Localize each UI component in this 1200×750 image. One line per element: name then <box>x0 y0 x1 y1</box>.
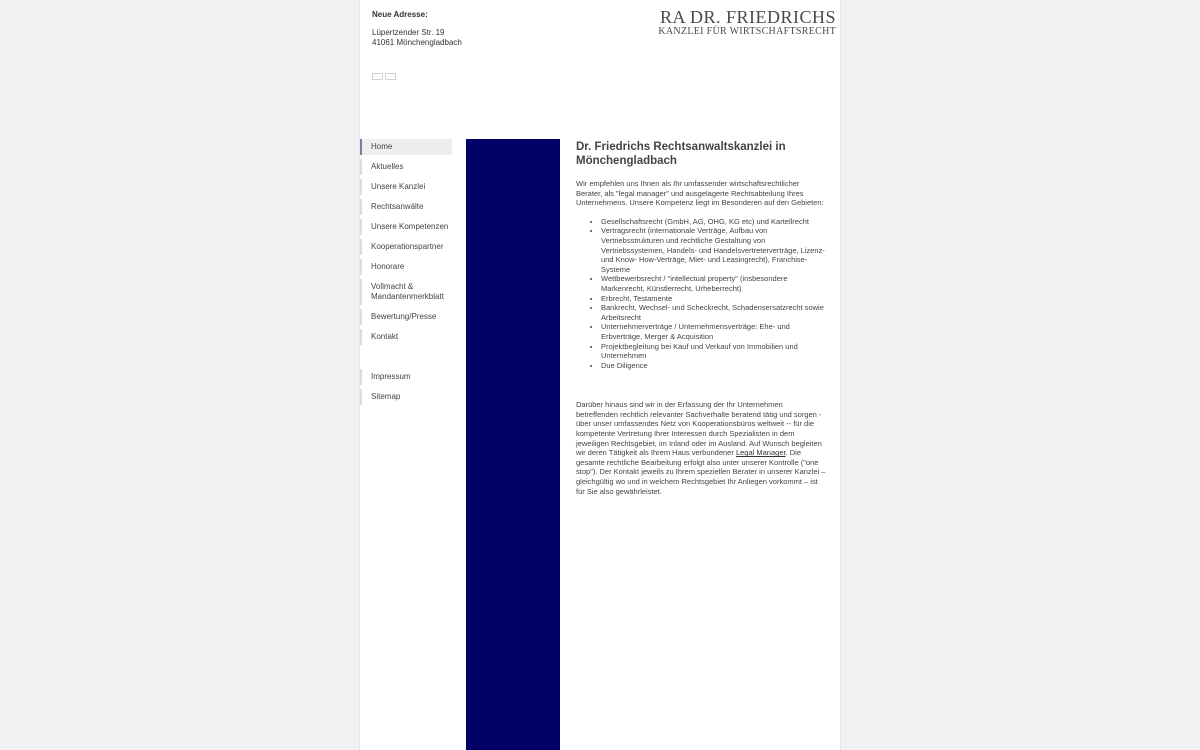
nav-spacer <box>360 349 452 369</box>
nav-item-home[interactable]: Home <box>360 139 452 155</box>
flag-icon[interactable] <box>372 73 383 80</box>
nav-item-bewertung-presse[interactable]: Bewertung/Presse <box>360 309 452 325</box>
flag-icon[interactable] <box>385 73 396 80</box>
list-item: • Due Diligence <box>601 361 826 371</box>
main-content <box>576 140 826 505</box>
address-city: 41061 Mönchengladbach <box>372 38 462 47</box>
address-street: Lüpertzender Str. 19 <box>372 28 445 37</box>
nav-item-kontakt[interactable]: Kontakt <box>360 329 452 345</box>
page-title: Dr. Friedrichs Rechtsanwaltskanzlei in Mönchengladbach <box>576 141 786 167</box>
paragraph-text: . Die gesamte rechtliche Bearbeitung erfolgt also unter unserer Kontrolle ("one stop"). Der Kontakt jeweils zu Ihrem speziellen Berater in unserer Kanzlei – gleichgültig wo und in welchem Rechtsgebiet Ihr Anliegen vorkommt – ist für Sie also gewährleistet. <box>576 448 826 496</box>
list-item: • Unternehmerverträge / Unternehmensverträge: Ehe- und Erbverträge, Merger & Acquisition <box>601 322 826 341</box>
paragraph-text: Darüber hinaus sind wir in der Erfassung der Ihr Unternehmen betreffenden rechtlich relevanter Sachverhalte beratend tätig und sorgen - über unser umfassendes Netz von Kooperationsbüros weltweit -- für die kompetente Vertretung Ihrer Interessen durch Spezialisten in dem jeweiligen Rechtsgebiet, im Inland oder im Ausland. Auf Wunsch begleiten wir deren Tätigkeit als Ihrem Haus verbundener <box>576 400 822 458</box>
decorative-color-bar <box>466 139 560 750</box>
nav-item-honorare[interactable]: Honorare <box>360 259 452 275</box>
competence-list <box>576 217 826 371</box>
sidebar-nav <box>360 139 452 409</box>
list-item: • Gesellschaftsrecht (GmbH, AG, OHG, KG etc) und Kartellrecht <box>601 217 826 227</box>
address-block <box>372 10 462 48</box>
second-paragraph <box>576 400 826 496</box>
language-switcher <box>372 73 396 80</box>
nav-item-sitemap[interactable]: Sitemap <box>360 389 452 405</box>
list-item: • Wettbewerbsrecht / "intellectual property" (insbesondere Markenrecht, Künstlerrecht, Urheberrecht) <box>601 274 826 293</box>
nav-item-aktuelles[interactable]: Aktuelles <box>360 159 452 175</box>
address-label: Neue Adresse: <box>372 10 428 19</box>
logo-title: RA DR. FRIEDRICHS <box>659 7 836 27</box>
list-item: • Erbrecht, Testamente <box>601 294 826 304</box>
page-container <box>359 0 841 750</box>
nav-item-kooperationspartner[interactable]: Kooperationspartner <box>360 239 452 255</box>
nav-item-impressum[interactable]: Impressum <box>360 369 452 385</box>
legal-manager-link[interactable]: Legal Manager <box>735 448 786 458</box>
nav-item-unsere-kanzlei[interactable]: Unsere Kanzlei <box>360 179 452 195</box>
logo[interactable] <box>658 8 836 37</box>
nav-item-rechtsanwaelte[interactable]: Rechtsanwälte <box>360 199 452 215</box>
list-item: • Projektbegleitung bei Kauf und Verkauf von Immobilien und Unternehmen <box>601 342 826 361</box>
list-item: • Bankrecht, Wechsel- und Scheckrecht, Schadensersatzrecht sowie Arbeitsrecht <box>601 303 826 322</box>
list-item: • Vertragsrecht (internationale Verträge, Aufbau von Vertriebsstrukturen und rechtliche Gestaltung von Vertriebssystemen, Handels- und Handelsvertreterverträge, Lizenz- und Know- How-Verträge, Miet- und Leasingrecht), Franchise-Systeme <box>601 226 826 274</box>
nav-item-unsere-kompetenzen[interactable]: Unsere Kompetenzen <box>360 219 452 235</box>
intro-paragraph: Wir empfehlen uns Ihnen als Ihr umfassender wirtschaftsrechtlicher Berater, als "legal manager" und ausgelagerte Rechtsabteilung Ihres Unternehmens. Unsere Kompetenz liegt im Besonderen auf den Gebieten: <box>576 179 824 208</box>
nav-item-vollmacht[interactable]: Vollmacht & Mandantenmerkblatt <box>360 279 452 305</box>
logo-subtitle: KANZLEI FÜR WIRTSCHAFTSRECHT <box>658 26 836 37</box>
